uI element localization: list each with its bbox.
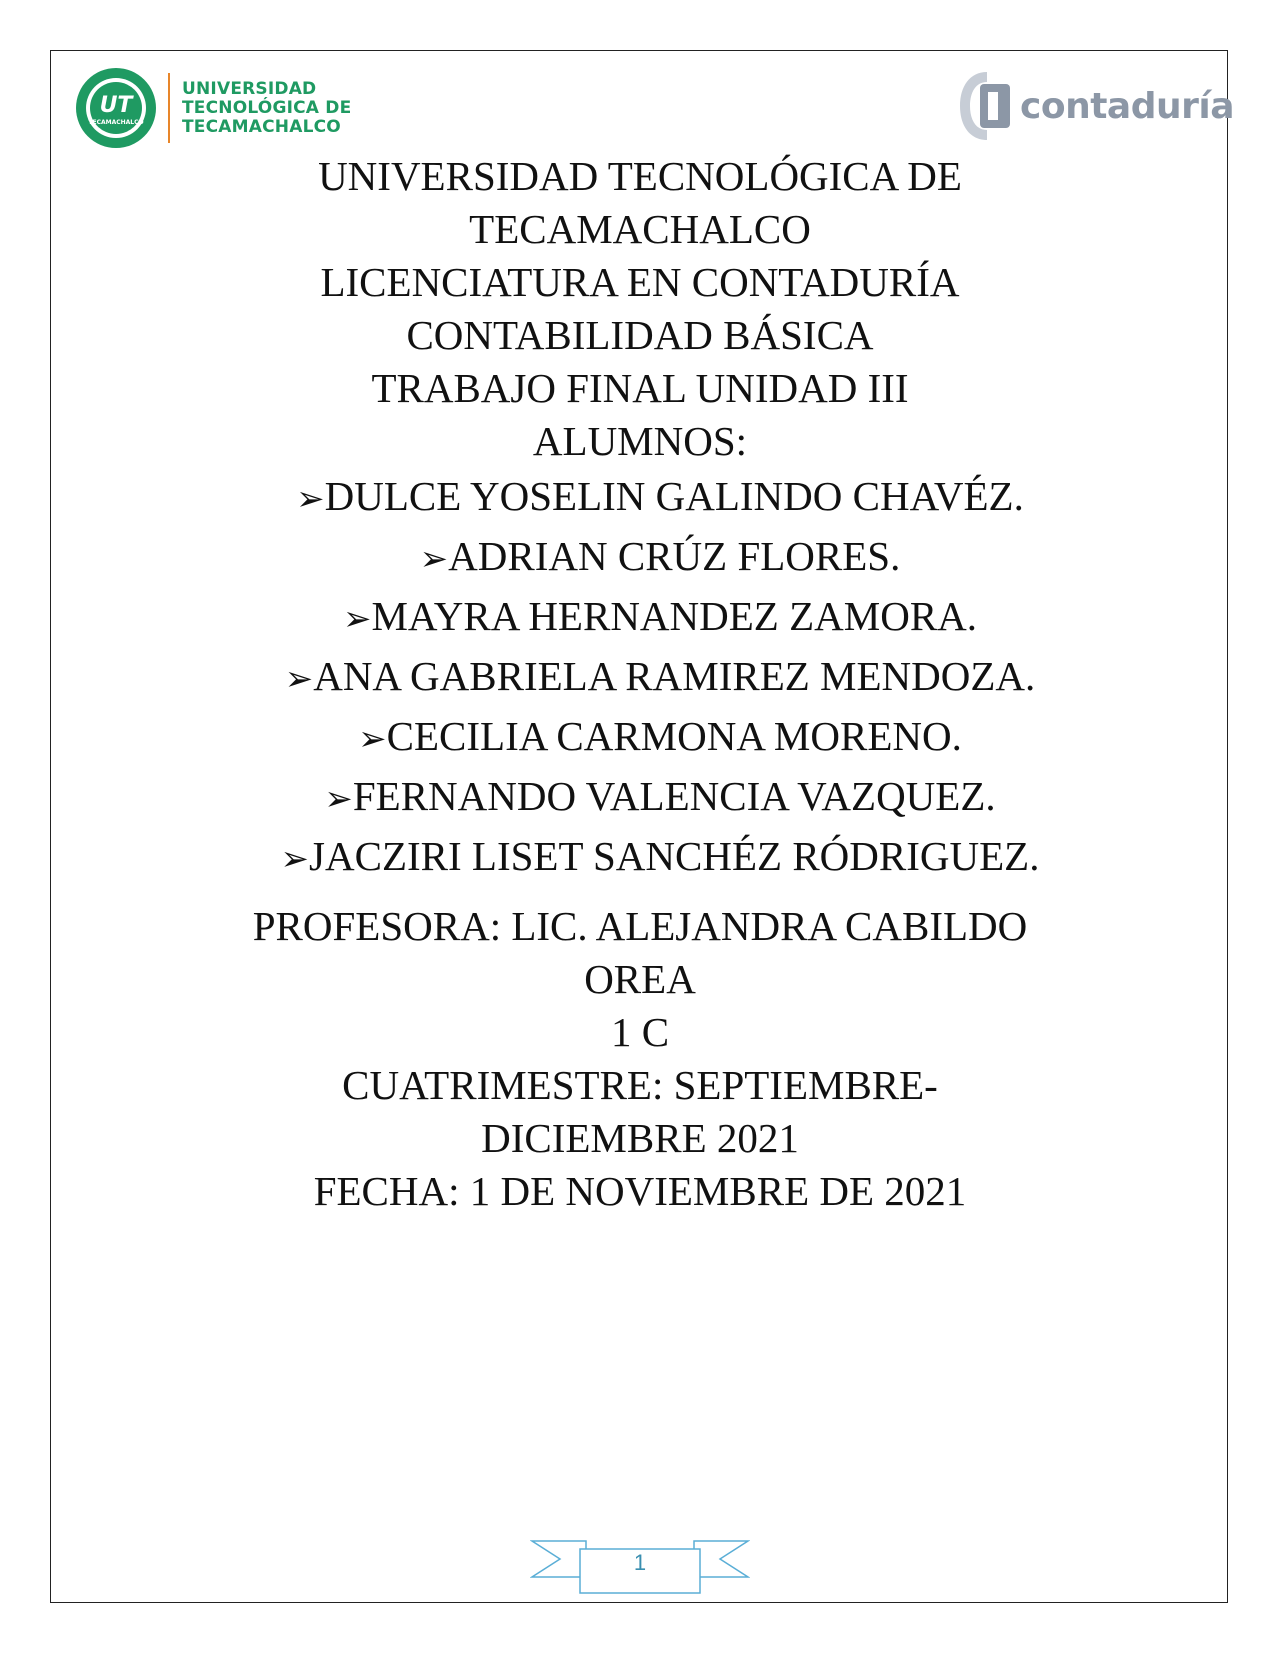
header-line: TECAMACHALCO [469,206,811,252]
student-name: JACZIRI LISET SANCHÉZ RÓDRIGUEZ. [309,833,1040,879]
logo-divider [168,73,170,143]
course-info-line: FECHA: 1 DE NOVIEMBRE DE 2021 [313,1168,967,1214]
students-list [160,468,1120,888]
student-item [160,768,1120,828]
university-name-logo [182,80,351,137]
university-logo-line: TECAMACHALCO [182,116,341,137]
arrow-bullet-icon: ➢ [280,839,310,879]
header-line: LICENCIATURA EN CONTADURÍA [320,259,960,305]
course-info-line: OREA [584,956,696,1002]
student-name: DULCE YOSELIN GALINDO CHAVÉZ. [324,473,1024,519]
arrow-bullet-icon: ➢ [342,599,372,639]
arrow-bullet-icon: ➢ [296,479,325,519]
course-info-line: CUATRIMESTRE: SEPTIEMBRE- [342,1062,938,1108]
seal-text: TECAMACHALCO [88,119,144,126]
header-line: ALUMNOS: [532,418,748,464]
header-line: UNIVERSIDAD TECNOLÓGICA DE [318,153,962,199]
contaduria-word: contaduría [1020,85,1234,127]
contaduria-emblem-icon [958,70,1016,142]
arrow-bullet-icon: ➢ [358,719,387,759]
student-item [160,648,1120,708]
course-info-line: 1 C [610,1009,670,1055]
student-item [160,588,1120,648]
university-logo-line: TECNOLÓGICA DE [182,97,352,118]
header-line: CONTABILIDAD BÁSICA [406,312,874,358]
arrow-bullet-icon: ➢ [419,539,449,579]
student-name: ADRIAN CRÚZ FLORES. [448,533,901,579]
student-item [160,468,1120,528]
contaduria-logo [958,70,1234,142]
header-block [160,150,1120,468]
student-item [160,528,1120,588]
student-item [160,828,1120,888]
course-info-line: DICIEMBRE 2021 [481,1115,799,1161]
student-item [160,708,1120,768]
student-name: ANA GABRIELA RAMIREZ MENDOZA. [313,653,1036,699]
arrow-bullet-icon: ➢ [284,659,314,699]
student-name: FERNANDO VALENCIA VAZQUEZ. [352,773,996,819]
page-number: 1 [633,1550,647,1575]
student-name: MAYRA HERNANDEZ ZAMORA. [371,593,978,639]
arrow-bullet-icon: ➢ [324,779,353,819]
cover-content [160,150,1120,1218]
header-line: TRABAJO FINAL UNIDAD III [371,365,909,411]
seal-initials: UT [99,93,133,118]
course-info-line: PROFESORA: LIC. ALEJANDRA CABILDO [252,903,1028,949]
university-logo [74,66,351,150]
university-logo-line: UNIVERSIDAD [182,78,317,99]
course-info-block [160,900,1120,1218]
student-name: CECILIA CARMONA MORENO. [386,713,962,759]
university-seal-icon [74,66,158,150]
